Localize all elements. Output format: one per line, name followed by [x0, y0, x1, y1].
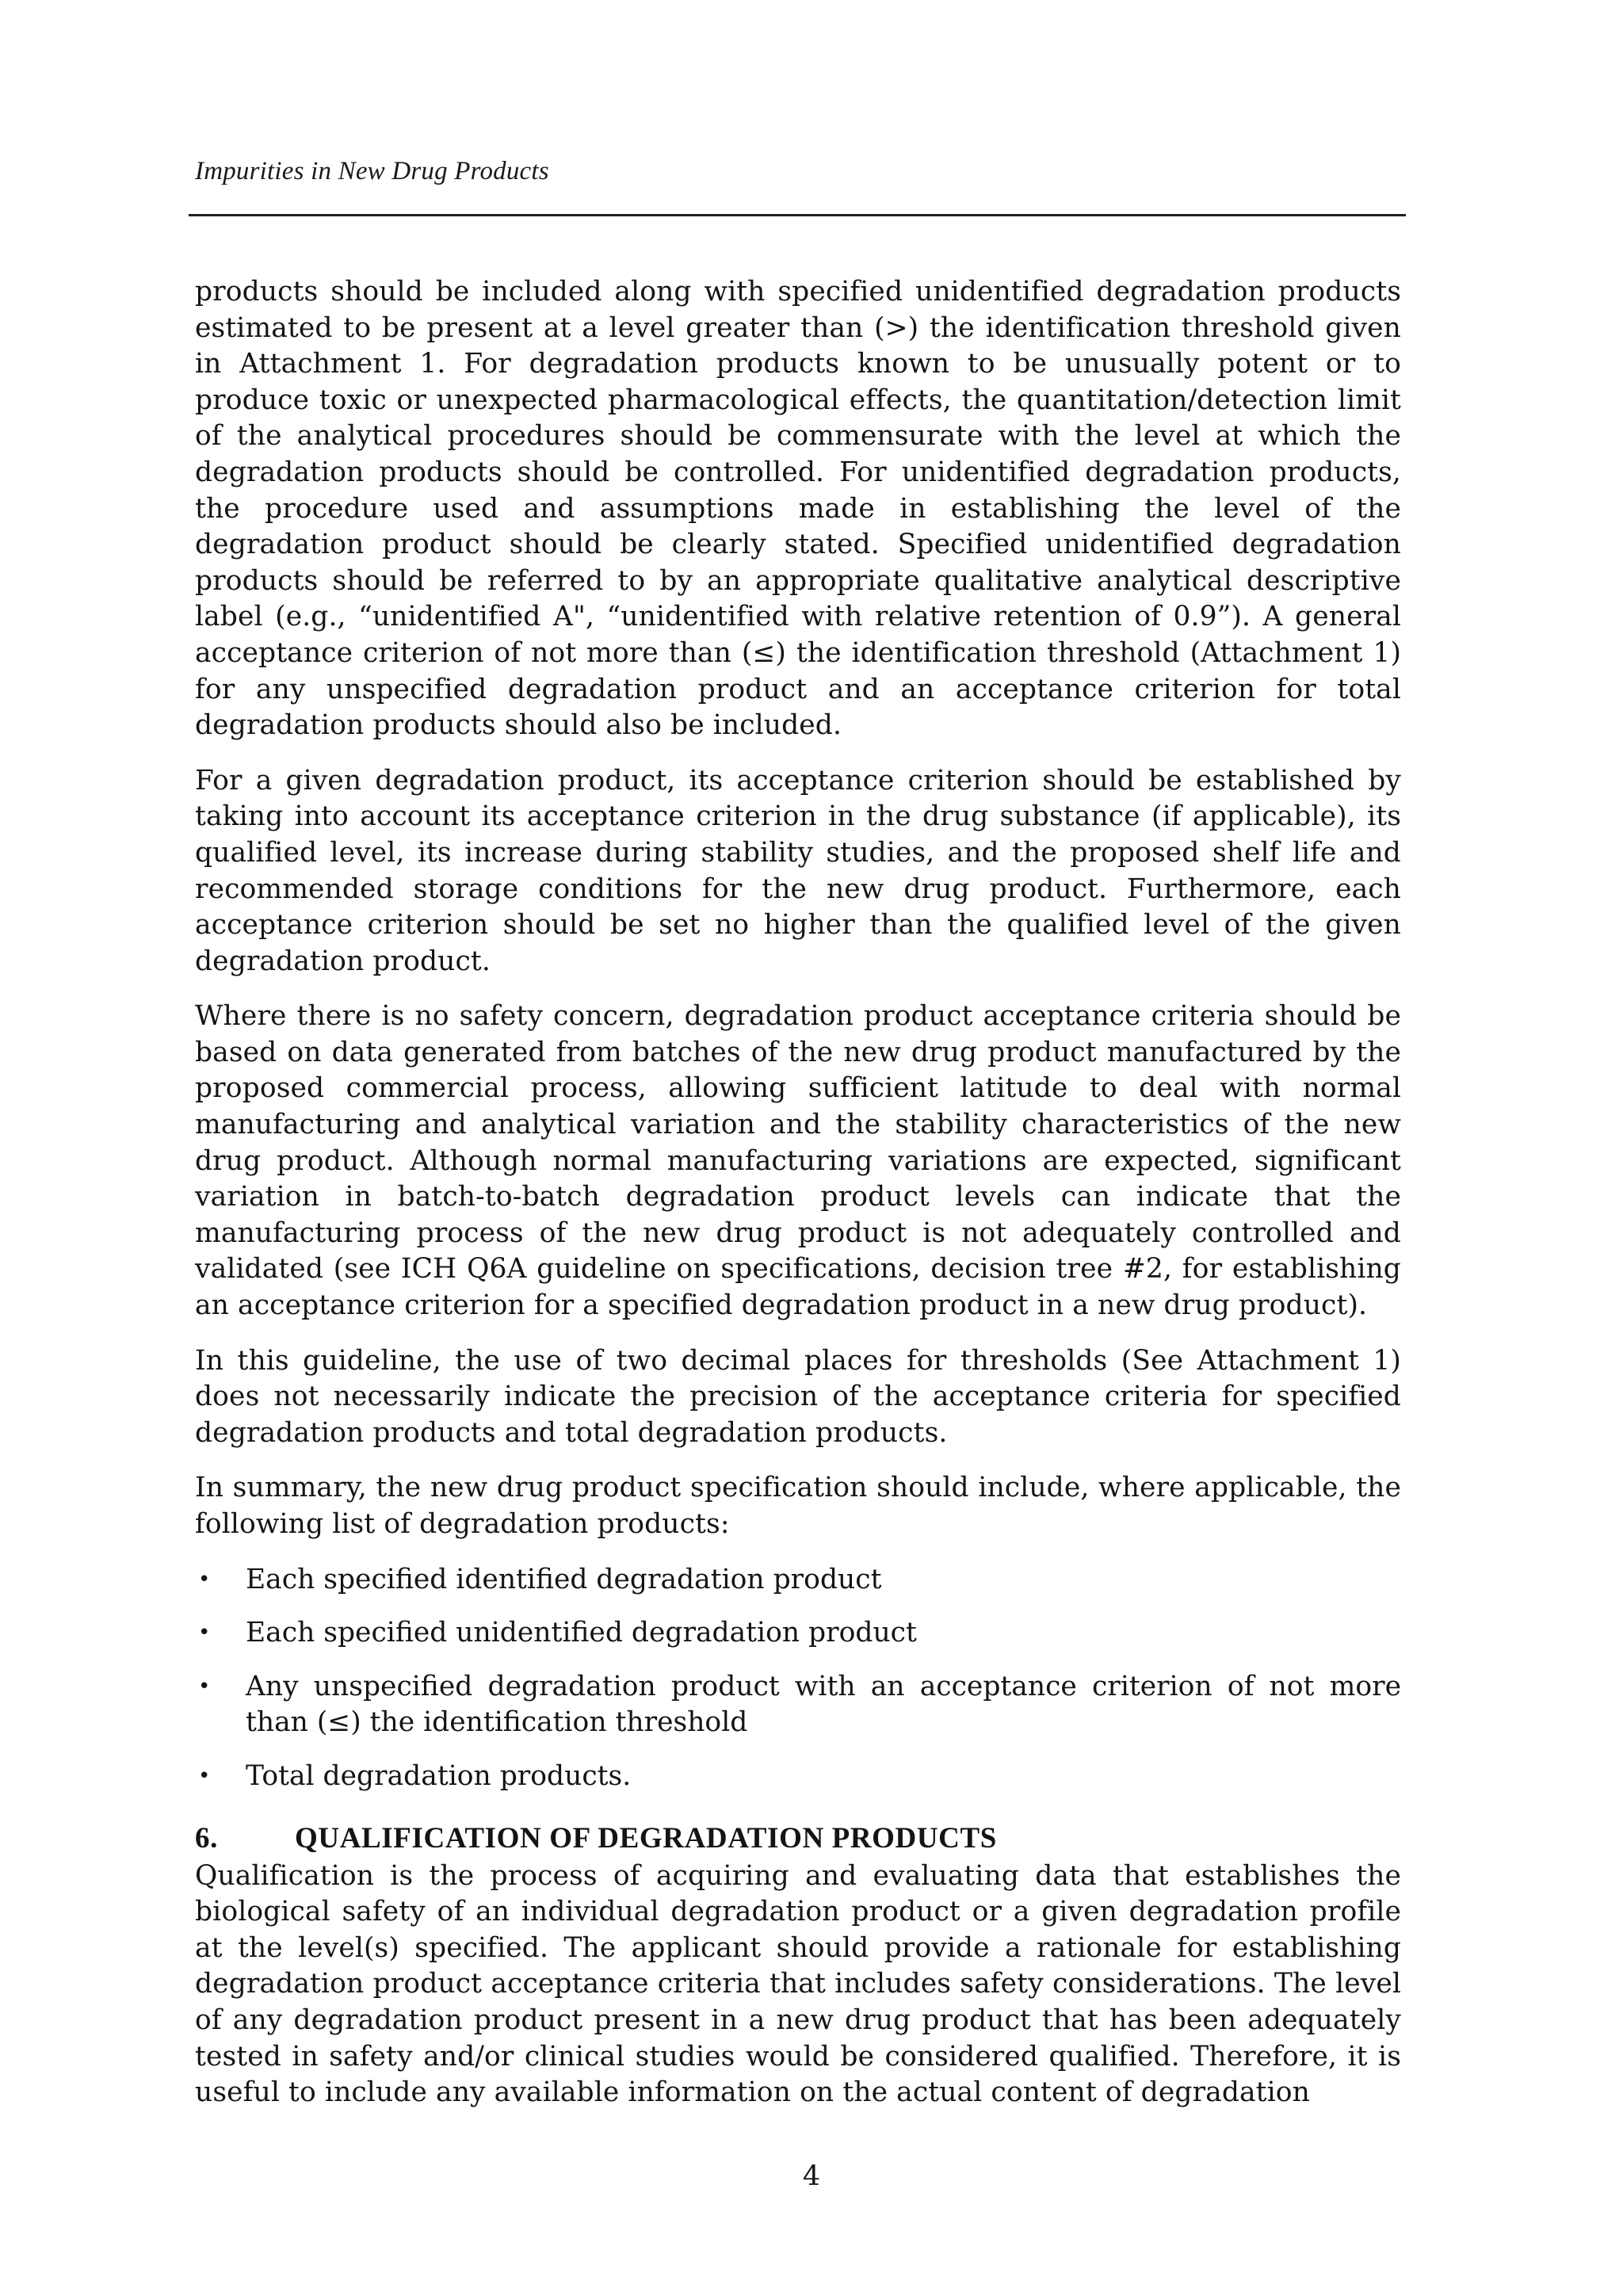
list-item-text: Each specified identified degradation product [246, 1563, 882, 1595]
header-divider [189, 214, 1406, 216]
paragraph-acceptance-criterion: For a given degradation product, its acceptance criterion should be established by taking into account its acceptance criterion in the drug substance (if applicable), its qualified level, its increase during stability studies, and the proposed shelf life and recommended storage conditions for the new drug product. Furthermore, each acceptance criterion should be set no higher than the qualified level of the given degradation product. [195, 764, 1401, 977]
paragraph-qualification: Qualification is the process of acquiring and evaluating data that establishes the biological safety of an individual degradation product or a given degradation profile at the level(s) specified. The applicant should provide a rationale for establishing degradation product acceptance criteria that includes safety considerations. The level of any degradation product present in a new drug product that has been adequately tested in safety and/or clinical studies would be considered qualified. Therefore, it is useful to include any available information on the actual content of degradation [195, 1859, 1401, 2109]
section-title: QUALIFICATION OF DEGRADATION PRODUCTS [295, 1821, 997, 1855]
page-number: 4 [802, 2160, 821, 2192]
section-number: 6. [195, 1821, 218, 1855]
list-item-text: Each specified unidentified degradation product [246, 1617, 917, 1649]
bullet-icon: • [198, 1763, 211, 1788]
list-item [195, 1615, 1401, 1652]
list-item [195, 1669, 1401, 1741]
paragraph-summary: In summary, the new drug product specification should include, where applicable, the following list of degradation products: [195, 1472, 1401, 1540]
list-item-text: Total degradation products. [246, 1759, 632, 1792]
list-item [195, 1759, 1401, 1795]
paragraph-degradation-products-continued: products should be included along with specified unidentified degradation products estimated to be present at a level greater than (>) the identification threshold given in Attachment 1. For degradation products known to be unusually potent or to produce toxic or unexpected pharmacological effects, the quantitation/detection limit of the analytical procedures should be commensurate with the level at which the degradation products should be controlled. For unidentified degradation products, the procedure used and assumptions made in establishing the level of the degradation product should be clearly stated. Specified unidentified degradation products should be referred to by an appropriate qualitative analytical descriptive label (e.g., “unidentified A", “unidentified with relative retention of 0.9”). A general acceptance criterion of not more than (≤) the identification threshold (Attachment 1) for any unspecified degradation product and an acceptance criterion for total degradation products should also be included. [195, 276, 1401, 742]
list-item [195, 1562, 1401, 1599]
section-heading [195, 1820, 1401, 1857]
running-header: Impurities in New Drug Products [195, 157, 549, 185]
degradation-products-list [195, 1562, 1401, 1795]
paragraph-safety-concern: Where there is no safety concern, degradation product acceptance criteria should be based on data generated from batches of the new drug product manufactured by the proposed commercial process, allowing sufficient latitude to deal with normal manufacturing and analytical variation and the stability characteristics of the new drug product. Although normal manufacturing variations are expected, significant variation in batch-to-batch degradation product levels can indicate that the manufacturing process of the new drug product is not adequately controlled and validated (see ICH Q6A guideline on specifications, decision tree #2, for establishing an acceptance criterion for a specified degradation product in a new drug product). [195, 1000, 1401, 1322]
paragraph-decimal-places: In this guideline, the use of two decimal places for thresholds (See Attachment 1) does not necessarily indicate the precision of the acceptance criteria for specified degradation products and total degradation products. [195, 1344, 1401, 1449]
bullet-icon: • [198, 1674, 211, 1698]
bullet-icon: • [198, 1567, 211, 1591]
document-body [195, 274, 1401, 2130]
bullet-icon: • [198, 1621, 211, 1645]
list-item-text: Any unspecified degradation product with an acceptance criterion of not more than (≤) the identification threshold [246, 1670, 1401, 1739]
